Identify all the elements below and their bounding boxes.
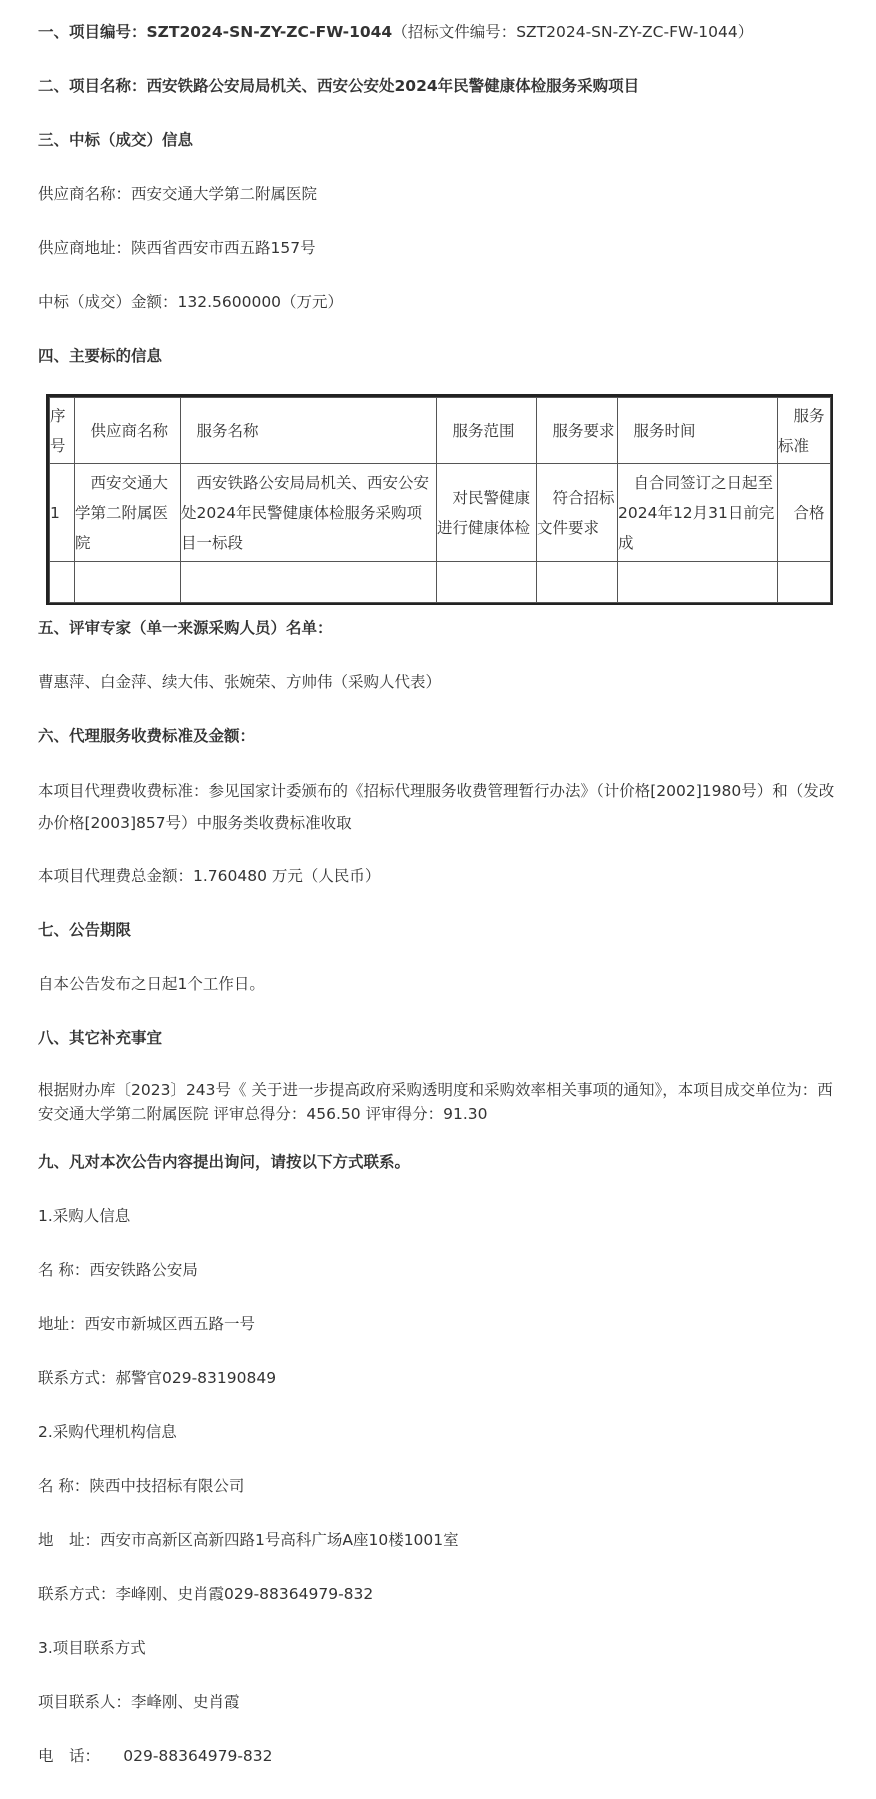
section-contact-title: 九、凡对本次公告内容提出询问，请按以下方式联系。	[38, 1153, 411, 1171]
other-text: 根据财办库〔2023〕243号《 关于进一步提高政府采购透明度和采购效率相关事项的通知》，本项目成交单位为：西安交通大学第二附属医院 评审总得分：456.50 评审得分：91.30	[38, 1081, 833, 1123]
agency-info-title: 2.采购代理机构信息	[38, 1423, 177, 1441]
header-cell: 服务范围	[437, 398, 537, 464]
section-fee-title: 六、代理服务收费标准及金额：	[38, 727, 256, 745]
section-project-name: 二、项目名称：西安铁路公安局局机关、西安公安处2024年民警健康体检服务采购项目	[38, 77, 640, 95]
section-project-number	[38, 21, 753, 43]
agency-address: 地 址：西安市高新区高新四路1号高科广场A座10楼1001室	[38, 1531, 459, 1549]
table-cell: 对民警健康进行健康体检	[437, 464, 537, 562]
table-row	[50, 464, 831, 562]
table-cell: 西安交通大学第二附属医院	[75, 464, 181, 562]
header-cell: 序号	[50, 398, 75, 464]
table-header-row	[50, 398, 831, 464]
tender-doc-number: （招标文件编号：SZT2024-SN-ZY-ZC-FW-1044）	[392, 23, 754, 41]
table-cell: 合格	[778, 464, 831, 562]
section-items-title: 四、主要标的信息	[38, 347, 163, 365]
supplier-name: 供应商名称：西安交通大学第二附属医院	[38, 185, 318, 203]
fee-standard: 本项目代理费收费标准：参见国家计委颁布的《招标代理服务收费管理暂行办法》（计价格[2002]1980号）和（发改办价格[2003]857号）中服务类收费标准收取	[38, 782, 835, 832]
table-cell: 1	[50, 464, 75, 562]
header-cell: 服务名称	[181, 398, 437, 464]
table-cell: 西安铁路公安局局机关、西安公安处2024年民警健康体检服务采购项目一标段	[181, 464, 437, 562]
purchaser-address: 地址：西安市新城区西五路一号	[38, 1315, 256, 1333]
experts-list: 曹惠萍、白金萍、续大伟、张婉荣、方帅伟（采购人代表）	[38, 673, 442, 691]
project-number-label: 一、项目编号：	[38, 23, 147, 41]
purchaser-contact: 联系方式：郝警官029-83190849	[38, 1369, 277, 1387]
project-contact-person: 项目联系人：李峰刚、史肖霞	[38, 1693, 240, 1711]
project-contact-title: 3.项目联系方式	[38, 1639, 146, 1657]
header-cell: 服务时间	[618, 398, 778, 464]
table-row-empty	[50, 562, 831, 603]
purchaser-name: 名 称：西安铁路公安局	[38, 1261, 198, 1279]
section-experts-title: 五、评审专家（单一来源采购人员）名单：	[38, 619, 333, 637]
header-cell: 供应商名称	[75, 398, 181, 464]
project-contact-phone: 电 话： 029-88364979-832	[38, 1747, 273, 1765]
project-number-code: SZT2024-SN-ZY-ZC-FW-1044	[146, 23, 393, 41]
award-amount: 中标（成交）金额：132.5600000（万元）	[38, 293, 344, 311]
table-cell: 符合招标文件要求	[537, 464, 618, 562]
table-cell: 自合同签订之日起至2024年12月31日前完成	[618, 464, 778, 562]
section-award-title: 三、中标（成交）信息	[38, 131, 194, 149]
section-other-title: 八、其它补充事宜	[38, 1029, 163, 1047]
section-period-title: 七、公告期限	[38, 921, 132, 939]
header-cell: 服务要求	[537, 398, 618, 464]
agency-contact: 联系方式：李峰刚、史肖霞029-88364979-832	[38, 1585, 374, 1603]
fee-total: 本项目代理费总金额：1.760480 万元（人民币）	[38, 867, 381, 885]
purchaser-info-title: 1.采购人信息	[38, 1207, 131, 1225]
period-text: 自本公告发布之日起1个工作日。	[38, 975, 265, 993]
items-table	[46, 394, 833, 605]
agency-name: 名 称：陕西中技招标有限公司	[38, 1477, 245, 1495]
supplier-address: 供应商地址：陕西省西安市西五路157号	[38, 239, 316, 257]
header-cell: 服务标准	[778, 398, 831, 464]
